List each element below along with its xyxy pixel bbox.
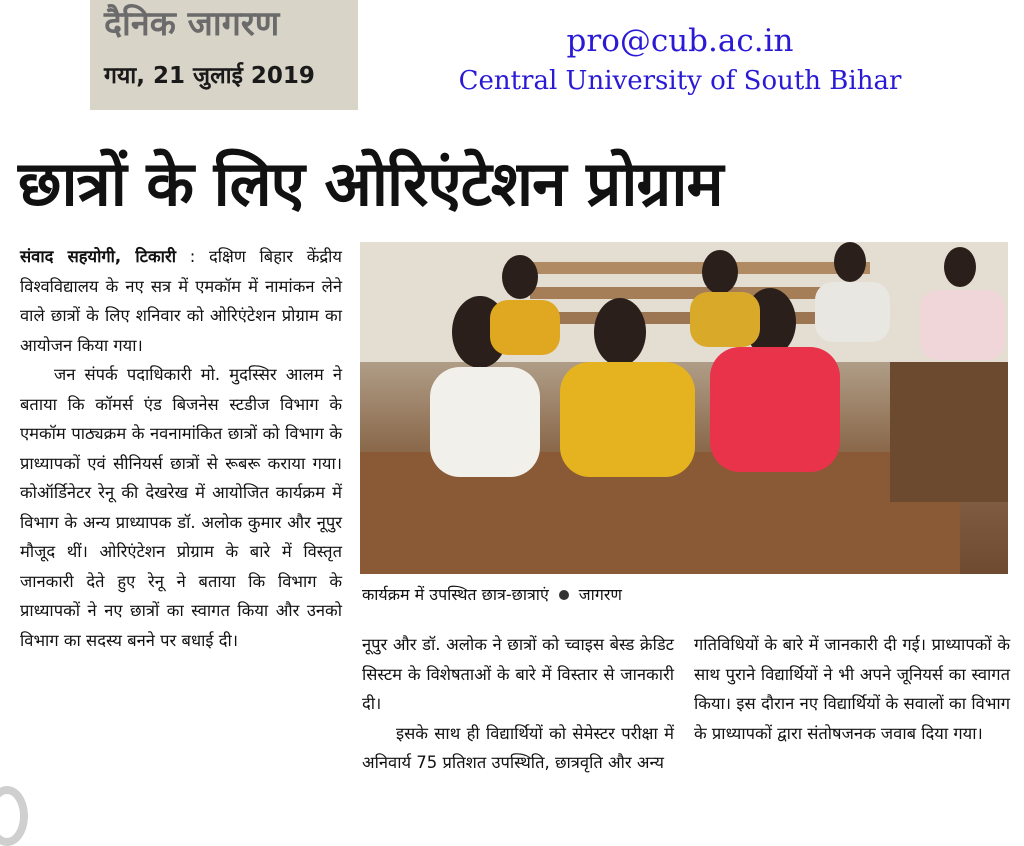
photo-caption: [362, 580, 1002, 610]
contact-email: pro@cub.ac.in: [566, 23, 794, 59]
article-paragraph: इसके साथ ही विद्यार्थियों को सेमेस्टर परीक्षा में अनिवार्य 75 प्रतिशत उपस्थिति, छात्रवृति और अन्य: [362, 723, 674, 772]
newspaper-masthead: [90, 0, 358, 110]
article-paragraph: जन संपर्क पदाधिकारी मो. मुदस्सिर आलम ने बताया कि कॉमर्स एंड बिजनेस स्टडीज विभाग के एमकॉम पाठ्यक्रम के नवनामांकित छात्रों को विभाग के प्राध्यापकों एवं सीनियर्स छात्रों से रूबरू कराया गया। कोऑर्डिनेटर रेनू की देखरेख में आयोजित कार्यक्रम में विभाग के अन्य प्राध्यापक डॉ. अलोक कुमार और नूपुर मौजूद थीं। ओरिएंटेशन प्रोग्राम के बारे में विस्तृत जानकारी देते हुए रेनू ने बताया कि विभाग के प्राध्यापकों ने नए छात्रों का स्वागत किया और उनको विभाग का सदस्य बनने पर बधाई दी।: [20, 365, 342, 650]
article-paragraph: नूपुर और डॉ. अलोक ने छात्रों को च्वाइस बेस्ड क्रेडिट सिस्टम के विशेषताओं के बारे में विस्तार से जानकारी दी।: [362, 635, 674, 713]
photo-credit: जागरण: [578, 585, 622, 604]
article-column-1: [20, 242, 342, 655]
article-headline: छात्रों के लिए ओरिएंटेशन प्रोग्राम: [18, 147, 723, 220]
university-name: Central University of South Bihar: [458, 66, 902, 96]
classroom-photo-illustration: [360, 242, 1008, 574]
photo-caption-text: कार्यक्रम में उपस्थित छात्र-छात्राएं: [362, 585, 549, 604]
bullet-dot-icon: [559, 590, 569, 600]
article-photo: [360, 242, 1008, 574]
corner-decoration: [0, 786, 28, 846]
newspaper-dateline: गया, 21 जुलाई 2019: [104, 63, 315, 89]
article-column-2: [362, 630, 674, 778]
article-byline: संवाद सहयोगी, टिकारी: [20, 247, 176, 266]
article-column-3: [694, 630, 1010, 748]
article-lead-paragraph: [20, 242, 342, 360]
article-lead-text: : दक्षिण बिहार केंद्रीय विश्वविद्यालय के नए सत्र में एमकॉम में नामांकन लेने वाले छात्रों के लिए शनिवार को ओरिएंटेशन प्रोग्राम का आयोजन किया गया।: [20, 247, 342, 355]
contact-block: [410, 22, 950, 98]
article-paragraph: गतिविधियों के बारे में जानकारी दी गई। प्राध्यापकों के साथ पुराने विद्यार्थियों ने भी अपने जूनियर्स का स्वागत किया। इस दौरान नए विद्यार्थियों के सवालों का विभाग के प्राध्यापकों द्वारा संतोषजनक जवाब दिया गया।: [694, 635, 1010, 743]
newspaper-name: दैनिक जागरण: [104, 4, 280, 44]
